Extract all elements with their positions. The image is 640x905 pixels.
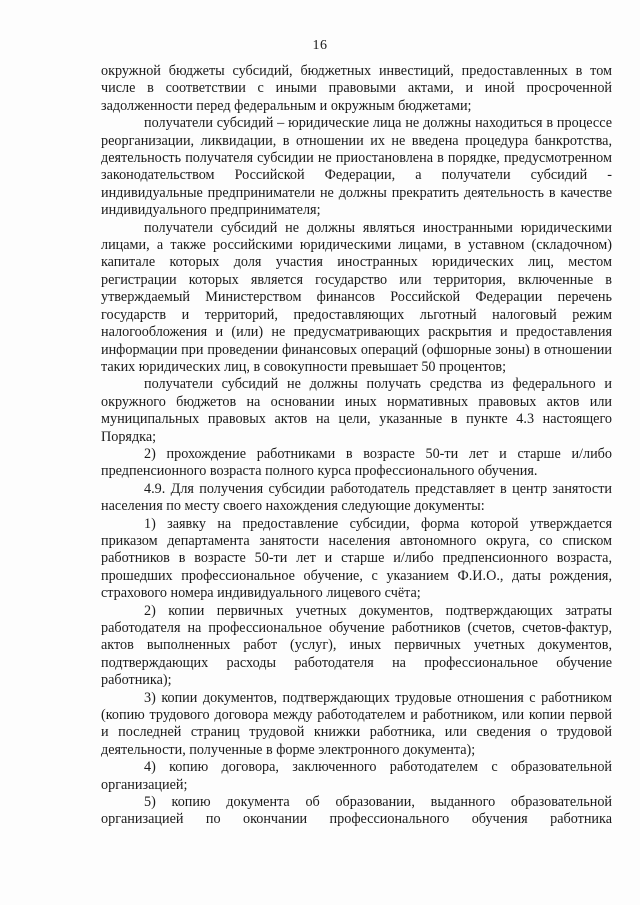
paragraph-foreign-entities-condition: получатели субсидий не должны являться иностранными юридическими лицами, а также российскими юридическими лицами, в уставном (складочном) капитале которых доля участия иностранных юридических лиц, местом регистрации которых является государство или территория, включенные в утверждаемый Министерством финансов Российской Федерации перечень государств и территорий, предоставляющих льготный налоговый режим налогообложения и (или) не предусматривающих раскрытия и предоставления информации при проведении финансовых операций (офшорные зоны) в отношении таких юридических лиц, в совокупности превышает 50 процентов;: [101, 219, 612, 375]
list-item-accounting-documents: 2) копии первичных учетных документов, подтверждающих затраты работодателя на профессиональное обучение работников (счетов, счетов-фактур, актов выполненных работ (услуг), иных первичных учетных документов, подтверждающих расходы работодателя на профессиональное обучение работника);: [101, 602, 612, 689]
paragraph-training-completion: 2) прохождение работниками в возрасте 50-ти лет и старше и/либо предпенсионного возраста полного курса профессионального обучения.: [101, 445, 612, 480]
paragraph-continuation: окружной бюджеты субсидий, бюджетных инвестиций, предоставленных в том числе в соответствии с иными правовыми актами, и иной просроченной задолженности перед федеральным и окружным бюджетами;: [101, 63, 612, 114]
paragraph-section-4-9: 4.9. Для получения субсидии работодатель представляет в центр занятости населения по месту своего нахождения следующие документы:: [101, 480, 612, 515]
list-item-education-document: 5) копию документа об образовании, выданного образовательной организацией по окончании профессионального обучения работника: [101, 794, 612, 828]
list-item-contract-copy: 4) копию договора, заключенного работодателем с образовательной организацией;: [101, 759, 612, 793]
paragraph-other-funds-condition: получатели субсидий не должны получать средства из федерального и окружного бюджетов на основании иных нормативных правовых актов или муниципальных правовых актов на цели, указанные в пункте 4.3 настоящего Порядка;: [101, 376, 612, 445]
list-item-application: 1) заявку на предоставление субсидии, форма которой утверждается приказом департамента занятости населения автономного округа, со списком работников в возрасте 50-ти лет и старше и/либо предпенсионного возраста, прошедших профессиональное обучение, с указанием Ф.И.О., даты рождения, страхового номера индивидуального лицевого счёта;: [101, 515, 612, 602]
list-item-labor-relations-documents: 3) копии документов, подтверждающих трудовые отношения с работником (копию трудового договора между работодателем и работником, или копии первой и последней страниц трудовой книжки работника, или сведения о трудовой деятельности, полученные в форме электронного документа);: [101, 689, 612, 758]
page-number: 16: [312, 38, 328, 53]
document-body: [101, 63, 612, 829]
paragraph-reorganization-condition: получатели субсидий – юридические лица не должны находиться в процессе реорганизации, ликвидации, в отношении их не введена процедура банкротства, деятельность получателя субсидии не приостановлена в порядке, предусмотренном законодательством Российской Федерации, а получатели субсидий - индивидуальные предприниматели не должны прекратить деятельность в качестве индивидуального предпринимателя;: [101, 115, 612, 219]
